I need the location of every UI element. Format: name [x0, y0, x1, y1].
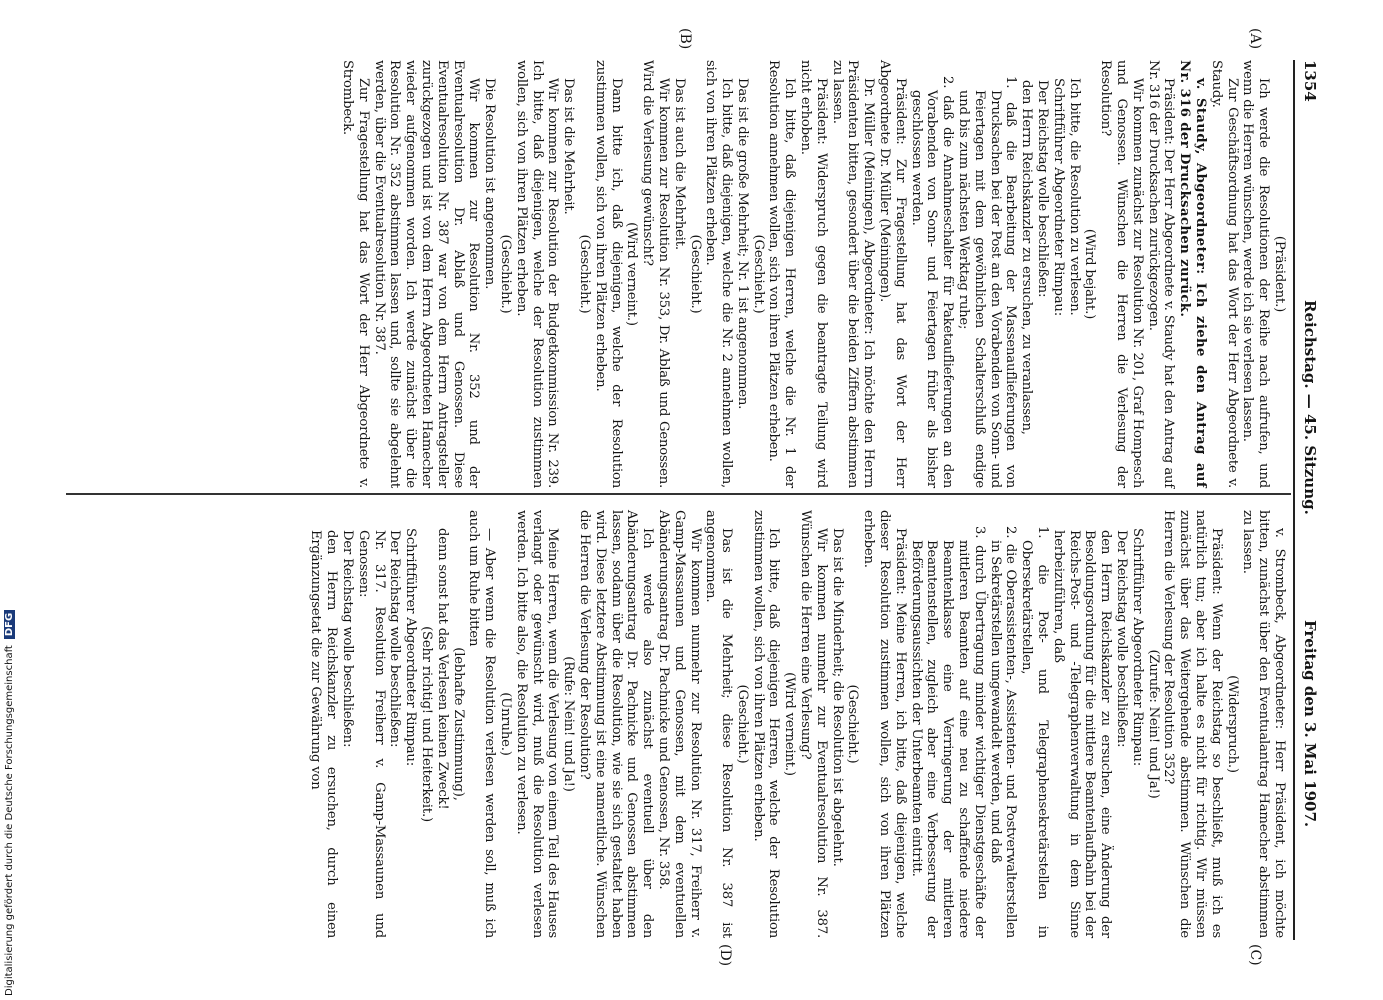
motion-item: 1. daß die Bearbeitung der Massenauflieferungen von Drucksachen bei der Post an den Vorabenden von Sonn- und Feiertagen mit dem gewöhnlichen Schalterschluß endige und bis zum nächsten Werktag ruhe; [956, 76, 1019, 488]
speaker-heading: Schriftführer Abgeordneter Rimpau: [1050, 78, 1066, 316]
session-date: Freitag den 3. Mai 1907. [1301, 620, 1319, 828]
paragraph: Ich bitte, daß diejenigen, welche die Nr. 2 annehmen wollen, sich von ihren Plätzen erheben. [703, 60, 735, 488]
interjection: (Geschieht.) [750, 234, 766, 314]
interjection: (Wird bejaht.) [1082, 228, 1098, 320]
motion-item: 2. daß die Annahmeschalter für Paketauflieferungen an den Vorabenden von Sonn- und Feiertagen früher als bisher geschlossen werden. [908, 76, 956, 488]
motion-text: Der Reichstag wolle beschließen: [1035, 80, 1051, 298]
interjection: (lebhafte Zustimmung), [450, 647, 466, 801]
interjection: (Rufe: Nein! und Ja!) [561, 656, 577, 792]
interjection: (Sehr richtig! und Heiterkeit.) [418, 626, 434, 822]
credit-text: Digitalisierung gefördert durch die Deutsche Forschungsgemeinschaft [4, 645, 15, 996]
page-title: Reichstag. — 45. Sitzung. [1301, 300, 1319, 515]
paragraph: Das ist auch die Mehrheit. [671, 78, 687, 250]
paragraph: Ich werde also zunächst eventuell über den Abänderungsantrag Dr. Pachnicke und Genossen abstimmen lassen, sodann über die Resolution, wie sie sich gestaltet haben wird. Diese letztere Abstimmung ist eine namentliche. Wünschen die Herren die Verlesung der Resolution? [576, 510, 656, 938]
paragraph: Dann bitte ich, daß diejenigen, welche der Resolution zustimmen wollen, sich von ihren Plätzen erheben. [592, 60, 624, 488]
header-rule [1293, 60, 1295, 940]
paragraph: Wir kommen zur Resolution Nr. 353, Dr. Ablaß und Genossen. Wird die Verlesung gewünscht? [640, 60, 671, 488]
column-divider [66, 493, 1291, 495]
motion-text: Der Reichstag wolle beschließen: [1114, 530, 1130, 748]
paragraph: denn sonst hat das Verlesen keinen Zweck! [434, 528, 450, 810]
page-header [1297, 60, 1325, 940]
interjection: (Widerspruch.) [1224, 675, 1240, 773]
motion-item: 1. die Post- und Telegraphensekretärstellen in Obersekretärstellen, [1019, 526, 1051, 938]
interjection: (Zurufe: Nein! und Ja!) [1145, 649, 1161, 799]
interjection: (Geschieht.) [734, 684, 750, 764]
interjection: (Unruhe.) [497, 692, 513, 756]
speaker-paragraph: Präsident: Meine Herren, ich bitte, daß diejenigen, welche dieser Resolution zustimmen wollen, sich von ihren Plätzen erheben. [861, 510, 908, 938]
paragraph: Das ist die Mehrheit; diese Resolution Nr. 387 ist angenommen. [703, 510, 735, 938]
paragraph: Das ist die Minderheit; die Resolution ist abgelehnt. [829, 528, 845, 867]
motion-item: 2. die Oberassistenten-, Assistenten- und Postverwalterstellen in Sekretärstellen umgewandelt werden, und daß [987, 526, 1019, 938]
left-column [339, 60, 1287, 488]
motion-text: Der Reichstag wolle beschließen: [387, 530, 403, 748]
motion-text: Der Reichstag wolle beschließen: [339, 530, 355, 748]
speaker-heading: Schriftführer Abgeordneter Rimpau: [1129, 528, 1145, 766]
paragraph: Ich bitte, daß diejenigen Herren, welche die Nr. 1 der Resolution annehmen wollen, sich von ihren Plätzen erheben. [766, 60, 798, 488]
paragraph: Wir kommen zunächst zur Resolution Nr. 201, Graf Hompesch und Genossen. Wünschen die Herren die Verlesung der Resolution? [1098, 60, 1145, 488]
paragraph: Wir kommen nunmehr zur Resolution Nr. 317, Freiherr v. Gamp-Massaunen und Genossen, mit dem eventuellen Abänderungsantrag Dr. Pachnicke und Genossen, Nr. 358. [655, 510, 703, 938]
interjection: (Geschieht.) [497, 234, 513, 314]
paragraph: — Aber wenn die Resolution verlesen werden soll, muß ich auch um Ruhe bitten [466, 510, 498, 938]
speaker-paragraph: Präsident: Wenn der Reichstag so beschließt, muß ich es natürlich tun; aber ich halte es nicht für richtig. Wir müssen zunächst über das Weitergehende abstimmen. Wünschen die Herren die Verlesung der Resolution 352? [1161, 510, 1224, 938]
paragraph: Das ist die große Mehrheit; Nr. 1 ist angenommen. [734, 78, 750, 410]
motion-text: Nr. 317. Resolution Freiherr v. Gamp-Massaunen und Genossen: [355, 530, 387, 938]
interjection: (Geschieht.) [845, 684, 861, 764]
speaker-heading: Schriftführer Abgeordneter Rimpau: [403, 528, 419, 766]
page-number: 1354 [1301, 60, 1319, 102]
digitization-credit [4, 610, 15, 996]
speaker-paragraph: Präsident: Widerspruch gegen die beantragte Teilung wird nicht erhoben. [798, 60, 829, 488]
margin-marker-a: (A) [1247, 28, 1263, 50]
motion-text: den Herrn Reichskanzler zu ersuchen, zu veranlassen, [1019, 80, 1035, 435]
paragraph: Meine Herren, wenn die Verlesung von einem Teil des Hauses verlangt oder gewünscht wird, muß die Resolution verlesen werden. Ich bitte also, die Resolution zu verlesen. [513, 510, 561, 938]
paragraph: Zur Fragestellung hat das Wort der Herr Abgeordnete v. Strombeck. [339, 60, 371, 488]
paragraph: Ich werde die Resolutionen der Reihe nach aufrufen, und wenn die Herren wünschen, werde ich sie verlesen lassen. [1240, 60, 1272, 488]
dfg-logo: DFG [4, 610, 15, 639]
speaker-paragraph: v. Staudy, Abgeordneter: Ich ziehe den Antrag auf Nr. 316 der Drucksachen zurück. [1177, 60, 1209, 488]
paragraph: Ich bitte, die Resolution zu verlesen. [1066, 78, 1082, 316]
speaker-paragraph: Dr. Müller (Meiningen), Abgeordneter: Ich möchte den Herrn Präsidenten bitten, gesondert über die beiden Ziffern abstimmen zu lassen. [829, 60, 877, 488]
interjection: (Wird verneint.) [782, 672, 798, 776]
paragraph: Das ist die Mehrheit. [561, 78, 577, 215]
interjection: (Geschieht.) [576, 234, 592, 314]
margin-marker-b: (B) [677, 28, 693, 50]
paragraph: Ich bitte, daß diejenigen Herren, welche der Resolution zustimmen wollen, sich von ihren Plätzen erheben. [750, 510, 782, 938]
interjection: (Wird verneint.) [624, 222, 640, 326]
motion-text: den Herrn Reichskanzler zu ersuchen, eine Änderung der Besoldungsordnung für die mittlere Beamtenlaufbahn bei der Reichs-Post- und -Telegraphenverwaltung in dem Sinne herbeizuführen, daß [1050, 530, 1114, 938]
paragraph: Wir kommen zur Resolution Nr. 352 und der Eventualresolution Dr. Ablaß und Genossen. Diese Eventualresolution Nr. 387 war von dem Herrn Antragsteller zurückgezogen und ist von dem Herrn Abgeordneten Hamecher wieder aufgenommen worden. Ich werde zunächst über die Resolution Nr. 352 abstimmen lassen und, sollte sie abgelehnt werden, über die Eventualresolution Nr. 387. [371, 60, 482, 488]
right-column [308, 510, 1287, 938]
paragraph: Wir kommen zur Resolution der Budgetkommission Nr. 239. Ich bitte, daß diejenigen, welche der Resolution zustimmen wollen, sich von ihren Plätzen erheben. [513, 60, 561, 488]
motion-item: 3. durch Übertragung minder wichtiger Dienstgeschäfte der mittleren Beamten auf eine neu zu schaffende niedere Beamtenklasse eine Verringerung der mittleren Beamtenstellen, zugleich aber eine Verbesserung der Beförderungsaussichten der Unterbeamten eintritt. [908, 526, 987, 938]
paragraph: Wir kommen nunmehr zur Eventualresolution Nr. 387. Wünschen die Herren eine Verlesung? [798, 510, 829, 938]
speaker-paragraph: v. Strombeck, Abgeordneter: Herr Präsident, ich möchte bitten, zunächst über den Eventualantrag Hamecher abstimmen zu lassen. [1240, 510, 1287, 938]
speaker-paragraph: Präsident: Der Herr Abgeordnete v. Staudy hat den Antrag auf Nr. 316 der Drucksachen zurückgezogen. [1145, 60, 1177, 488]
speaker-paragraph: Präsident: Zur Fragestellung hat das Wort der Herr Abgeordnete Dr. Müller (Meiningen). [877, 60, 908, 488]
margin-marker-d: (D) [717, 944, 733, 967]
paragraph: Die Resolution ist angenommen. [482, 78, 498, 290]
motion-text: den Herrn Reichskanzler zu ersuchen, durch einen Ergänzungsetat die zur Gewährung von [308, 530, 340, 938]
paragraph: Zur Geschäftsordnung hat das Wort der Herr Abgeordnete v. Staudy. [1208, 60, 1240, 488]
margin-marker-c: (C) [1247, 944, 1263, 966]
interjection: (Geschieht.) [687, 234, 703, 314]
paragraph: (Präsident.) [1272, 235, 1287, 313]
